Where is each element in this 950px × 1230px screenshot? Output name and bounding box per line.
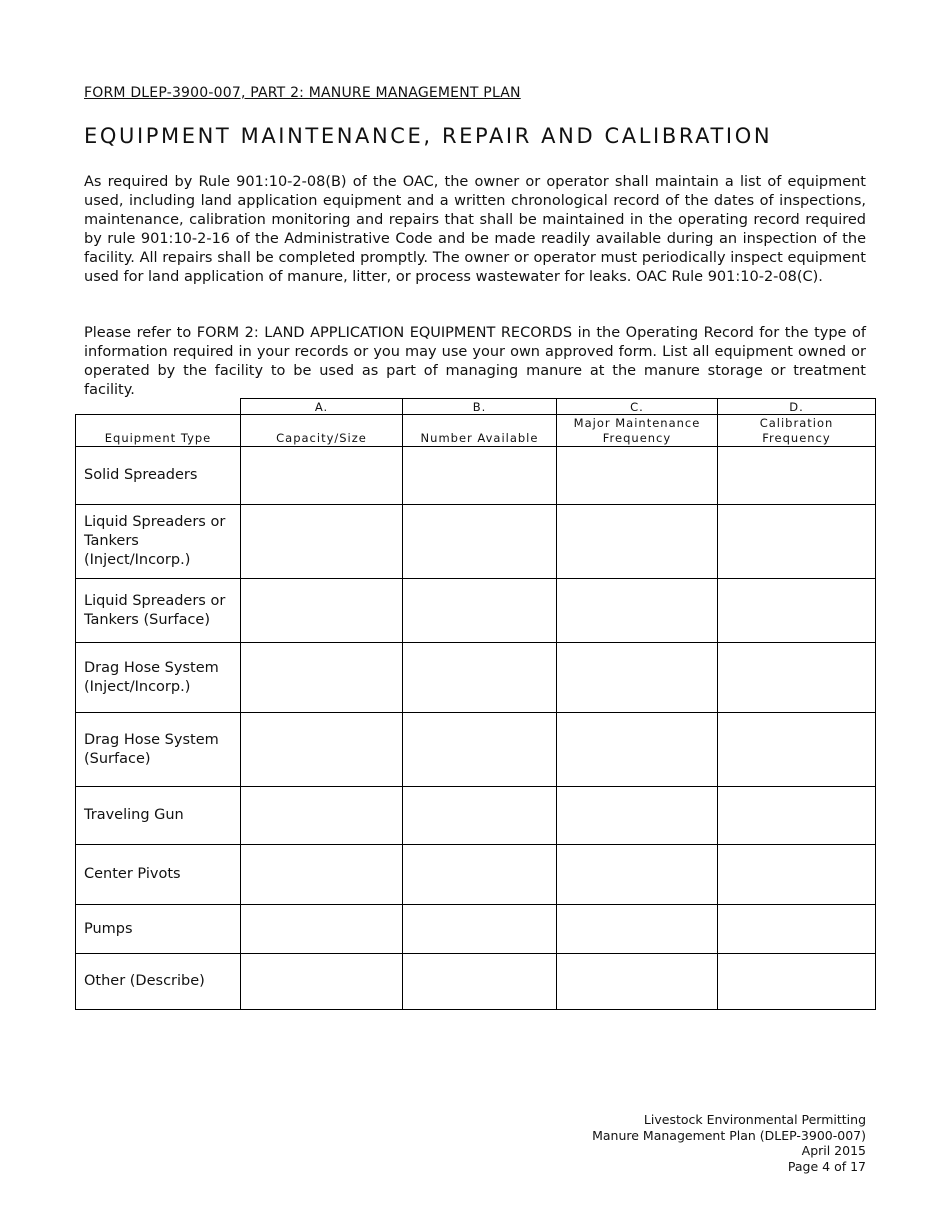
- row-label-pumps: Pumps: [76, 905, 241, 954]
- capacity-cell[interactable]: [241, 845, 403, 905]
- calibration-cell[interactable]: [718, 954, 876, 1010]
- number-cell[interactable]: [403, 954, 557, 1010]
- maintenance-cell[interactable]: [557, 905, 718, 954]
- column-header-row: [76, 415, 876, 447]
- calibration-cell[interactable]: [718, 713, 876, 787]
- capacity-cell[interactable]: [241, 713, 403, 787]
- column-letter-a: A.: [241, 399, 403, 415]
- row-label-traveling-gun: Traveling Gun: [76, 787, 241, 845]
- maintenance-cell[interactable]: [557, 579, 718, 643]
- maintenance-cell[interactable]: [557, 505, 718, 579]
- calibration-cell[interactable]: [718, 643, 876, 713]
- number-cell[interactable]: [403, 905, 557, 954]
- number-cell[interactable]: [403, 447, 557, 505]
- maintenance-cell[interactable]: [557, 713, 718, 787]
- row-label-drag-hose-inject: Drag Hose System (Inject/Incorp.): [76, 643, 241, 713]
- header-number-available: Number Available: [403, 415, 557, 447]
- footer-date: April 2015: [801, 1143, 866, 1158]
- instructions-paragraph: Please refer to FORM 2: LAND APPLICATION EQUIPMENT RECORDS in the Operating Record for the type of information required in your records or you may use your own approved form. List all equipment owned or operated by the facility to be used as part of managing manure at the manure storage or treatment facility.: [84, 325, 866, 398]
- maintenance-cell[interactable]: [557, 954, 718, 1010]
- number-cell[interactable]: [403, 713, 557, 787]
- row-label-other: Other (Describe): [76, 954, 241, 1010]
- capacity-cell[interactable]: [241, 787, 403, 845]
- table-row: [76, 447, 876, 505]
- footer-page-number: Page 4 of 17: [787, 1158, 866, 1174]
- maintenance-cell[interactable]: [557, 845, 718, 905]
- table-row: [76, 905, 876, 954]
- header-calibration-frequency: Calibration Frequency: [718, 415, 876, 447]
- footer-document-title: Manure Management Plan (DLEP-3900-007): [592, 1127, 866, 1143]
- row-label-liquid-inject: Liquid Spreaders or Tankers (Inject/Incorp.): [76, 505, 241, 579]
- table-row: [76, 579, 876, 643]
- header-capacity-size: Capacity/Size: [241, 415, 403, 447]
- number-cell[interactable]: [403, 845, 557, 905]
- table-row: [76, 787, 876, 845]
- number-cell[interactable]: [403, 505, 557, 579]
- table-row: [76, 845, 876, 905]
- maintenance-cell[interactable]: [557, 643, 718, 713]
- table-row: [76, 954, 876, 1010]
- footer-department: Livestock Environmental Permitting: [643, 1112, 866, 1127]
- capacity-cell[interactable]: [241, 905, 403, 954]
- calibration-cell[interactable]: [718, 505, 876, 579]
- number-cell[interactable]: [403, 643, 557, 713]
- requirements-paragraph: As required by Rule 901:10-2-08(B) of the OAC, the owner or operator shall maintain a list of equipment used, including land application equipment and a written chronological record of the dates of inspections, maintenance, calibration monitoring and repairs that shall be maintained in the operating record required by rule 901:10-2-16 of the Administrative Code and be made readily available during an inspection of the facility. All repairs shall be completed promptly. The owner or operator must periodically inspect equipment used for land application of manure, litter, or process wastewater for leaks. OAC Rule 901:10-2-08(C).: [84, 174, 866, 285]
- page-title: EQUIPMENT MAINTENANCE, REPAIR AND CALIBRATION: [84, 124, 773, 148]
- header-equipment-type: Equipment Type: [76, 415, 241, 447]
- header-major-maintenance-frequency: Major Maintenance Frequency: [557, 415, 718, 447]
- calibration-cell[interactable]: [718, 845, 876, 905]
- capacity-cell[interactable]: [241, 447, 403, 505]
- calibration-cell[interactable]: [718, 905, 876, 954]
- table-row: [76, 643, 876, 713]
- capacity-cell[interactable]: [241, 954, 403, 1010]
- row-label-center-pivots: Center Pivots: [76, 845, 241, 905]
- capacity-cell[interactable]: [241, 505, 403, 579]
- maintenance-cell[interactable]: [557, 447, 718, 505]
- row-label-liquid-surface: Liquid Spreaders or Tankers (Surface): [76, 579, 241, 643]
- capacity-cell[interactable]: [241, 643, 403, 713]
- number-cell[interactable]: [403, 579, 557, 643]
- calibration-cell[interactable]: [718, 579, 876, 643]
- form-label: FORM DLEP-3900-007, PART 2: MANURE MANAGEMENT PLAN: [84, 85, 521, 101]
- table-row: [76, 505, 876, 579]
- page-footer: [592, 1112, 866, 1174]
- capacity-cell[interactable]: [241, 579, 403, 643]
- calibration-cell[interactable]: [718, 787, 876, 845]
- column-letter-b: B.: [403, 399, 557, 415]
- column-letter-d: D.: [718, 399, 876, 415]
- blank-corner-cell: [76, 399, 241, 415]
- row-label-solid-spreaders: Solid Spreaders: [76, 447, 241, 505]
- table-row: [76, 713, 876, 787]
- column-letter-row: [76, 399, 876, 415]
- maintenance-cell[interactable]: [557, 787, 718, 845]
- row-label-drag-hose-surface: Drag Hose System (Surface): [76, 713, 241, 787]
- column-letter-c: C.: [557, 399, 718, 415]
- number-cell[interactable]: [403, 787, 557, 845]
- calibration-cell[interactable]: [718, 447, 876, 505]
- equipment-table: [75, 398, 876, 1010]
